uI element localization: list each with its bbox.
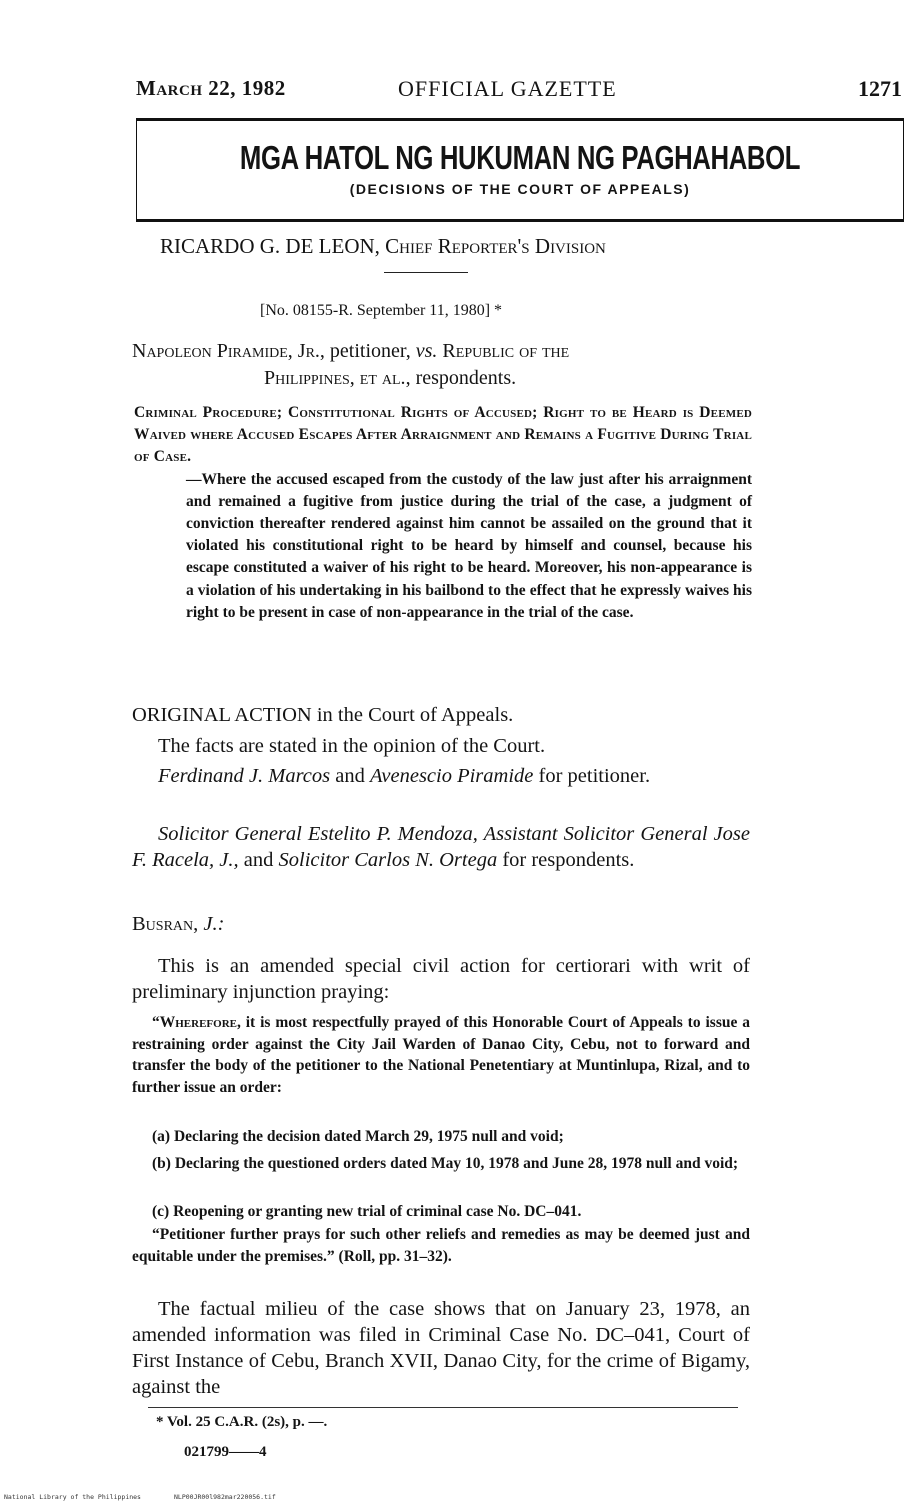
facts-stated: The facts are stated in the opinion of the Court. [158, 735, 546, 757]
footnote-divider [148, 1407, 738, 1408]
section-banner [136, 118, 904, 222]
versus-label: vs. [415, 340, 438, 362]
prayer-paragraph [132, 1012, 750, 1098]
prayer-item-b: (b) Declaring the questioned orders dated May 10, 1978 and June 28, 1978 null and void; [152, 1155, 739, 1172]
respondent-role: , respondents. [405, 367, 517, 389]
syllabus-headings: Criminal Procedure; Constitutional Rights of Accused; Right to be Heard is Deemed Waived where Accused Escapes After Arraignment and Remains a Fugitive During Trial of Case. [134, 404, 752, 466]
page-number: 1271 [858, 76, 902, 101]
counsel-respondent-2: Solicitor Carlos N. Ortega [278, 849, 498, 871]
counsel-petitioner-suffix: for petitioner. [533, 765, 651, 787]
counsel-petitioner [132, 763, 750, 789]
prayer-lead: “Wherefore, [152, 1014, 241, 1031]
respondent-name-line1: Republic of the [437, 340, 570, 362]
publication-title: OFFICIAL GAZETTE [398, 76, 617, 101]
facts-paragraph: The factual milieu of the case shows that on January 23, 1978, an amended information was filed in Criminal Case No. DC–041, Court of First Instance of Cebu, Branch XVII, Danao City, for the crime of Bigamy, against the [132, 1298, 750, 1398]
footnote: * Vol. 25 C.A.R. (2s), p. —. [156, 1414, 328, 1430]
counsel-petitioner-1: Ferdinand J. Marcos [158, 765, 331, 787]
syllabus [134, 402, 752, 624]
section-subtitle: (DECISIONS OF THE COURT OF APPEALS) [349, 181, 691, 197]
counsel-respondents [132, 821, 750, 873]
counsel-petitioner-2: Avenescio Piramide [370, 765, 534, 787]
counsel-and-2: and [238, 849, 279, 871]
reporter-line [160, 234, 606, 259]
print-code: 021799——4 [184, 1444, 267, 1460]
prayer-item-c: (c) Reopening or granting new trial of criminal case No. DC–041. [152, 1203, 582, 1220]
further-prayer: “Petitioner further prays for such other reliefs and remedies as may be deemed just and equitable under the premises.” (Roll, pp. 31–32). [132, 1226, 750, 1265]
ponente [132, 911, 750, 937]
prayer-item-a: (a) Declaring the decision dated March 29, 1975 null and void; [152, 1128, 564, 1145]
respondent-name-line2: Philippines, et al. [264, 367, 406, 389]
ponente-name: Busran, [132, 913, 199, 935]
issue-date: March 22, 1982 [136, 76, 286, 100]
reporter-divider [384, 272, 468, 273]
running-header [136, 76, 902, 106]
section-title: MGA HATOL NG HUKUMAN NG PAGHAHABOL [239, 139, 801, 176]
petitioner-role: , petitioner, [319, 340, 416, 362]
counsel-and-1: and [330, 765, 370, 787]
counsel-respondent-suffix: for respondents. [497, 849, 635, 871]
prayer-text: it is most respectfully prayed of this Honorable Court of Appeals to issue a restraining order against the City Jail Warden of Danao City, Cebu, not to forward and transfer the body of the petitioner to the National Penetentiary at Muntinlupa, Rizal, and to further issue an order: [132, 1014, 750, 1096]
intro-paragraph: This is an amended special civil action for certiorari with writ of preliminary injunction praying: [132, 955, 750, 1003]
scan-credit: National Library of the Philippines [4, 1493, 141, 1501]
reporter-name: RICARDO G. DE LEON, [160, 234, 380, 258]
petitioner-name: Napoleon Piramide, Jr. [132, 340, 320, 362]
original-action: ORIGINAL ACTION in the Court of Appeals. [132, 704, 514, 726]
scan-filename: NLP00JR00l982mar220056.tif [174, 1493, 276, 1501]
case-parties [132, 338, 754, 392]
ponente-title: J.: [198, 913, 225, 935]
case-docket: [No. 08155-R. September 11, 1980] * [260, 302, 503, 319]
syllabus-text: —Where the accused escaped from the custody of the law just after his arraignment and remained a fugitive from justice during the trial of the case, a judgment of conviction thereafter rendered against him cannot be assailed on the ground that it violated his constitutional right to be heard by himself and counsel, because his escape constituted a waiver of his right to be heard. Moreover, his non-appearance is a violation of his undertaking in his bailbond to the effect that he expressly waives his right to be present in case of non-appearance in the trial of the case. [186, 470, 752, 621]
counsel-respondent-1: Solicitor General Estelito P. Mendoza, Assistant Solicitor General Jose F. Racela, J., [132, 823, 750, 871]
reporter-division: Chief Reporter's Division [385, 234, 606, 258]
